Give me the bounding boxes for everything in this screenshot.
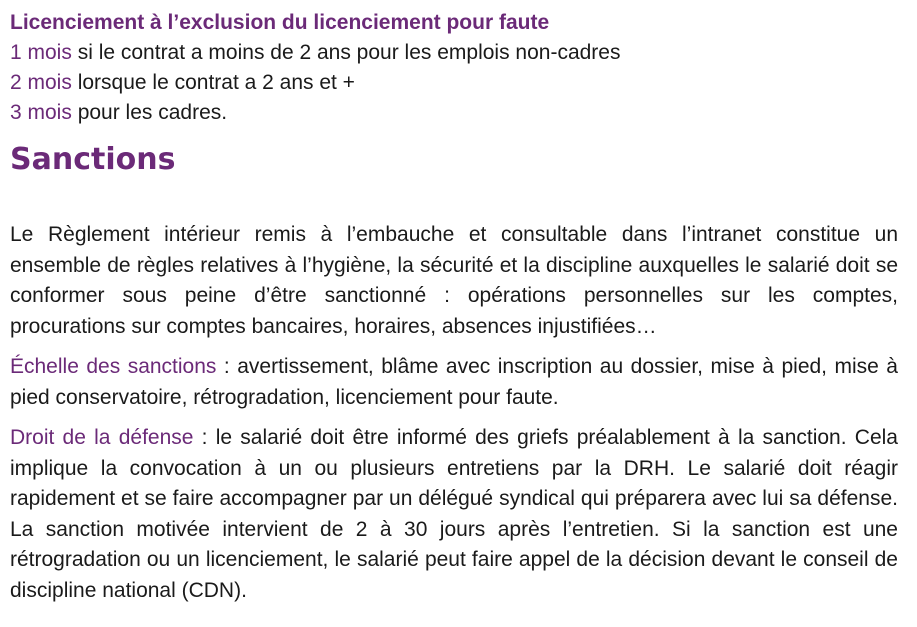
echelle-paragraph <box>10 352 898 413</box>
sanctions-heading: Sanctions <box>10 142 176 177</box>
preavis-line-1 <box>10 38 898 68</box>
echelle-term: Échelle des sanctions <box>10 355 217 378</box>
preavis-text-1: si le contrat a moins de 2 ans pour les emplois non-cadres <box>71 41 621 64</box>
preavis-term-3: 3 mois <box>10 101 72 124</box>
defense-text: : le salarié doit être informé des griefs préalablement à la sanction. Cela implique la convocation à un ou plusieurs entretiens par la DRH. Le salarié doit réagir rapidement et se faire accompagner par un délégué syndical qui préparera avec lui sa défense. La sanction motivée intervient de 2 à 30 jours après l’entretien. Si la sanction est une rétrogradation ou un licenciement, le salarié peut faire appel de la décision devant le conseil de discipline national (CDN). <box>10 426 898 602</box>
defense-paragraph <box>10 423 898 606</box>
preavis-line-3 <box>10 98 898 128</box>
preavis-text-2: lorsque le contrat a 2 ans et + <box>71 71 355 94</box>
licenciement-title: Licenciement à l’exclusion du licenciement pour faute <box>10 11 550 34</box>
defense-term: Droit de la défense <box>10 426 194 449</box>
sanctions-intro-paragraph: Le Règlement intérieur remis à l’embauche et consultable dans l’intranet constitue un ensemble de règles relatives à l’hygiène, la sécurité et la discipline auxquelles le salarié doit se conformer sous peine d’être sanctionné : opérations personnelles sur les comptes, procurations sur comptes bancaires, horaires, absences injustifiées… <box>10 223 898 338</box>
preavis-term-1: 1 mois <box>10 41 72 64</box>
echelle-text: : avertissement, blâme avec inscription au dossier, mise à pied, mise à pied conservatoire, rétrogradation, licenciement pour faute. <box>10 355 898 409</box>
preavis-line-2 <box>10 68 898 98</box>
preavis-term-2: 2 mois <box>10 71 72 94</box>
preavis-text-3: pour les cadres. <box>71 101 228 124</box>
